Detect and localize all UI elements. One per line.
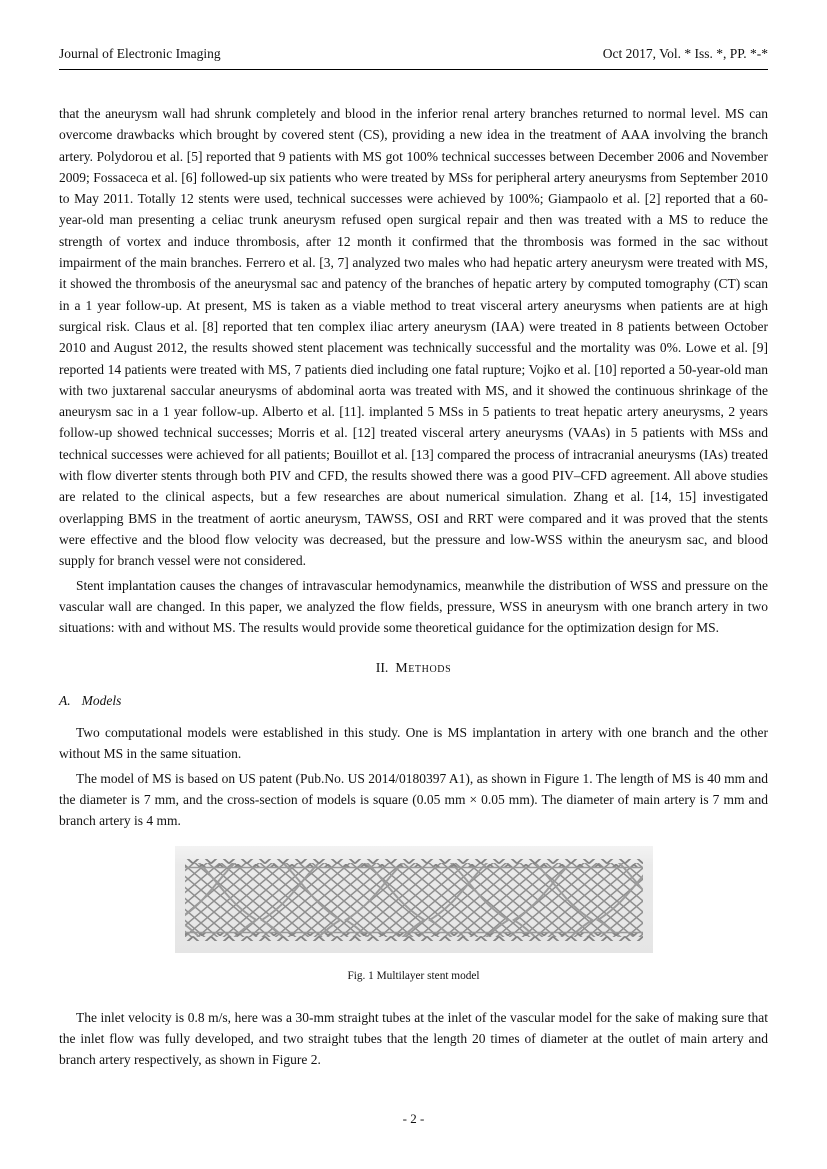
paragraph-intro-continued: that the aneurysm wall had shrunk completely and blood in the inferior renal artery branches returned to normal level. MS can overcome drawbacks which brought by covered stent (CS), providing a new idea in the treatment of AAA involving the branch artery. Polydorou et al. [5] reported that 9 patients with MS got 100% technical successes between December 2006 and November 2009; Fossaceca et al. [6] followed-up six patients who were treated by MSs for peripheral artery aneurysms from September 2010 to May 2011. Totally 12 stents were used, technical successes were achieved by 100%; Giampaolo et al. [2] reported that a 60-year-old man presenting a celiac trunk aneurysm refused open surgical repair and then was treated with a MS to reduce the strength of vortex and induce thrombosis, after 12 month it confirmed that the thrombosis was formed in the sac without impairment of the main branches. Ferrero et al. [3, 7] analyzed two males who had hepatic artery aneurysm were treated with MS, it showed the thrombosis of the aneurysmal sac and patency of the branches of hepatic artery by computed tomography (CT) scan in a 1 year follow-up. At present, MS is taken as a viable method to treat visceral artery aneurysms when patients are at high surgical risk. Claus et al. [8] reported that ten complex iliac artery aneurysm (IAA) were treated in 8 patients between October 2010 and August 2012, the results showed stent placement was technically successful and the mortality was 0%. Lowe et al. [9] reported 14 patients were treated with MS, 7 patients died including one fatal rupture; Vojko et al. [10] reported a 50-year-old man with two juxtarenal saccular aneurysms of abdominal aorta was treated with MS, and it showed the continuous shrinkage of the aneurysm sac in a 1 year follow-up. Alberto et al. [11]. implanted 5 MSs in 5 patients to treat hepatic artery aneurysms, 2 years follow-up showed technical successes; Morris et al. [12] treated visceral artery aneurysms (VAAs) in 5 patients with MSs and technical successes were achieved for all patients; Bouillot et al. [13] compared the process of intracranial aneurysms (IAs) treated with flow diverter stents through both PIV and CFD, the results showed there was a good PIV–CFD agreement. All above studies are related to the clinical aspects, but a few researches are about numerical simulation. Zhang et al. [14, 15] investigated overlapping BMS in the treatment of aortic aneurysm, TAWSS, OSI and RRT were compared and it was proved that the stents were effective and the blood flow velocity was decreased, but the pressure and low-WSS within the aneurysm sac, and blood supply for branch vessel were not considered. [59,106,768,569]
figure-1 [175,846,653,953]
subsection-heading-models [59,690,768,711]
journal-name: Journal of Electronic Imaging [59,46,221,61]
subsection-title: Models [81,692,122,708]
subsection-letter: A. [59,692,71,708]
section-number: II. [375,660,389,676]
figure-1-caption: Fig. 1 Multilayer stent model [347,969,480,982]
page-footer [0,1111,827,1127]
issue-info: Oct 2017, Vol. * Iss. *, PP. *-* [602,46,768,61]
paragraph-study-purpose: Stent implantation causes the changes of intravascular hemodynamics, meanwhile the distribution of WSS and pressure on the vascular wall are changed. In this paper, we analyzed the flow fields, pressure, WSS in aneurysm with one branch artery in two situations: with and without MS. The results would provide some theoretical guidance for the optimization design for MS. [59,577,768,636]
article-body [59,103,768,1070]
section-heading-methods [59,657,768,678]
section-title: Methods [395,660,452,676]
page-header [59,46,768,70]
paragraph-model-dimensions: The model of MS is based on US patent (Pub.No. US 2014/0180397 A1), as shown in Figure 1. The length of MS is 40 mm and the diameter is 7 mm, and the cross-section of models is square (0.05 mm × 0.05 mm). The diameter of main artery is 7 mm and branch artery is 4 mm. [59,770,768,829]
paragraph-models-overview: Two computational models were established in this study. One is MS implantation in artery with one branch and the other without MS in the same situation. [59,725,768,762]
stent-model-image [175,846,653,953]
page-number: - 2 - [402,1111,425,1126]
paragraph-inlet-velocity: The inlet velocity is 0.8 m/s, here was a 30-mm straight tubes at the inlet of the vascular model for the sake of making sure that the inlet flow was fully developed, and two straight tubes that the length 20 times of diameter at the outlet of main artery and branch artery respectively, as shown in Figure 2. [59,1009,768,1068]
